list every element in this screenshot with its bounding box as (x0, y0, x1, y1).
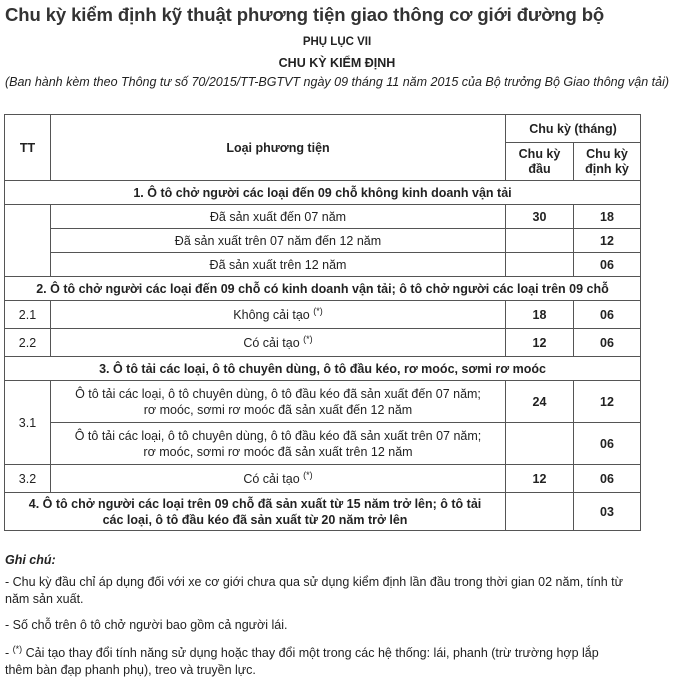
section-1-row (5, 181, 641, 205)
note-3 (5, 641, 669, 679)
vehicle-type-cell (51, 381, 506, 423)
vehicle-type-line: Ô tô tải các loại, ô tô chuyên dùng, ô tô đầu kéo đã sản xuất đến 07 năm; (75, 386, 481, 401)
section-4-title-line: 4. Ô tô chở người các loại trên 09 chỗ đã sản xuất từ 15 năm trở lên; ô tô tải (28, 496, 482, 511)
table-row (5, 465, 641, 493)
issued-by-note: (Ban hành kèm theo Thông tư số 70/2015/TT-BGTVT ngày 09 tháng 11 năm 2015 của Bộ trưởng Bộ Giao thông vận tải) (4, 75, 670, 89)
tt-cell: 2.2 (5, 329, 51, 357)
vehicle-type-cell (51, 465, 506, 493)
header-vehicle-type: Loại phương tiện (51, 115, 506, 181)
vehicle-type-cell: Đã sản xuất trên 12 năm (51, 253, 506, 277)
vehicle-type-cell: Đã sản xuất trên 07 năm đến 12 năm (51, 229, 506, 253)
section-4-title-line: các loại, ô tô đầu kéo đã sản xuất từ 20 năm trở lên (102, 512, 408, 527)
footnote-mark: (*) (303, 470, 313, 481)
note-1 (5, 574, 669, 608)
vehicle-type-cell (51, 301, 506, 329)
first-cycle-cell: 12 (506, 465, 574, 493)
vehicle-type-cell: Đã sản xuất đến 07 năm (51, 205, 506, 229)
note-prefix: - (5, 646, 13, 661)
inspection-cycle-table (4, 114, 641, 531)
cycle-heading: CHU KỲ KIỂM ĐỊNH (278, 56, 396, 70)
first-cycle-cell (506, 253, 574, 277)
note-text: Cải tạo thay đổi tính năng sử dụng hoặc thay đổi một trong các hệ thống: lái, phanh (trừ trường hợp lắp (22, 646, 599, 661)
header-tt: TT (5, 115, 51, 181)
section-2-row (5, 277, 641, 301)
vehicle-type-text: Có cải tạo (243, 336, 300, 351)
tt-cell: 2.1 (5, 301, 51, 329)
section-1-tt-cell (5, 205, 51, 277)
vehicle-type-line: Ô tô tải các loại, ô tô chuyên dùng, ô tô đầu kéo đã sản xuất trên 07 năm; (74, 428, 482, 443)
first-cycle-cell: 30 (506, 205, 574, 229)
table-row (5, 381, 641, 423)
vehicle-type-line: rơ moóc, sơmi rơ moóc đã sản xuất trên 12 năm (143, 444, 413, 459)
periodic-cycle-cell: 06 (574, 423, 641, 465)
table-row (5, 229, 641, 253)
vehicle-type-cell (51, 329, 506, 357)
page-title: Chu kỳ kiểm định kỹ thuật phương tiện giao thông cơ giới đường bộ (5, 4, 605, 25)
table-header-row (5, 115, 641, 143)
section-3-row (5, 357, 641, 381)
periodic-cycle-cell: 06 (574, 301, 641, 329)
first-cycle-cell: 18 (506, 301, 574, 329)
periodic-cycle-cell: 06 (574, 465, 641, 493)
vehicle-type-cell (51, 423, 506, 465)
periodic-cycle-cell: 03 (574, 493, 641, 531)
note-2: - Số chỗ trên ô tô chở người bao gồm cả người lái. (5, 618, 288, 632)
vehicle-type-text: Có cải tạo (243, 472, 300, 487)
first-cycle-cell: 24 (506, 381, 574, 423)
table-row (5, 423, 641, 465)
section-4-title (5, 493, 506, 531)
first-cycle-cell: 12 (506, 329, 574, 357)
header-periodic-cycle: Chu kỳ định kỳ (574, 143, 641, 181)
tt-cell: 3.2 (5, 465, 51, 493)
note-line: năm sản xuất. (5, 592, 84, 606)
table-row (5, 205, 641, 229)
appendix-label: PHỤ LỤC VII (302, 36, 372, 48)
header-first-cycle: Chu kỳ đầu (506, 143, 574, 181)
tt-cell: 3.1 (5, 381, 51, 465)
footnote-mark: (*) (303, 334, 313, 345)
first-cycle-cell (506, 493, 574, 531)
periodic-cycle-cell: 12 (574, 381, 641, 423)
vehicle-type-text: Không cải tạo (233, 308, 310, 323)
header-cycle-months: Chu kỳ (tháng) (506, 115, 641, 143)
notes-heading: Ghi chú: (5, 553, 56, 567)
table-row (5, 301, 641, 329)
vehicle-type-line: rơ moóc, sơmi rơ moóc đã sản xuất đến 12 năm (143, 402, 413, 417)
note-line: thêm bàn đạp phanh phụ), treo và truyền lực. (5, 663, 256, 678)
section-2-title: 2. Ô tô chở người các loại đến 09 chỗ có kinh doanh vận tải; ô tô chở người các loại trên 09 chỗ (5, 277, 641, 301)
table-row (5, 253, 641, 277)
section-3-title: 3. Ô tô tải các loại, ô tô chuyên dùng, ô tô đầu kéo, rơ moóc, sơmi rơ moóc (5, 357, 641, 381)
table-row (5, 329, 641, 357)
section-1-title: 1. Ô tô chở người các loại đến 09 chỗ không kinh doanh vận tải (5, 181, 641, 205)
first-cycle-cell (506, 229, 574, 253)
periodic-cycle-cell: 06 (574, 329, 641, 357)
first-cycle-cell (506, 423, 574, 465)
footnote-mark: (*) (12, 644, 23, 654)
periodic-cycle-cell: 12 (574, 229, 641, 253)
note-line (5, 641, 669, 662)
note-line: - Chu kỳ đầu chỉ áp dụng đối với xe cơ giới chưa qua sử dụng kiểm định lần đầu trong thời gian 02 năm, tính từ (5, 575, 623, 589)
section-4-row (5, 493, 641, 531)
periodic-cycle-cell: 06 (574, 253, 641, 277)
periodic-cycle-cell: 18 (574, 205, 641, 229)
footnote-mark: (*) (313, 306, 323, 317)
